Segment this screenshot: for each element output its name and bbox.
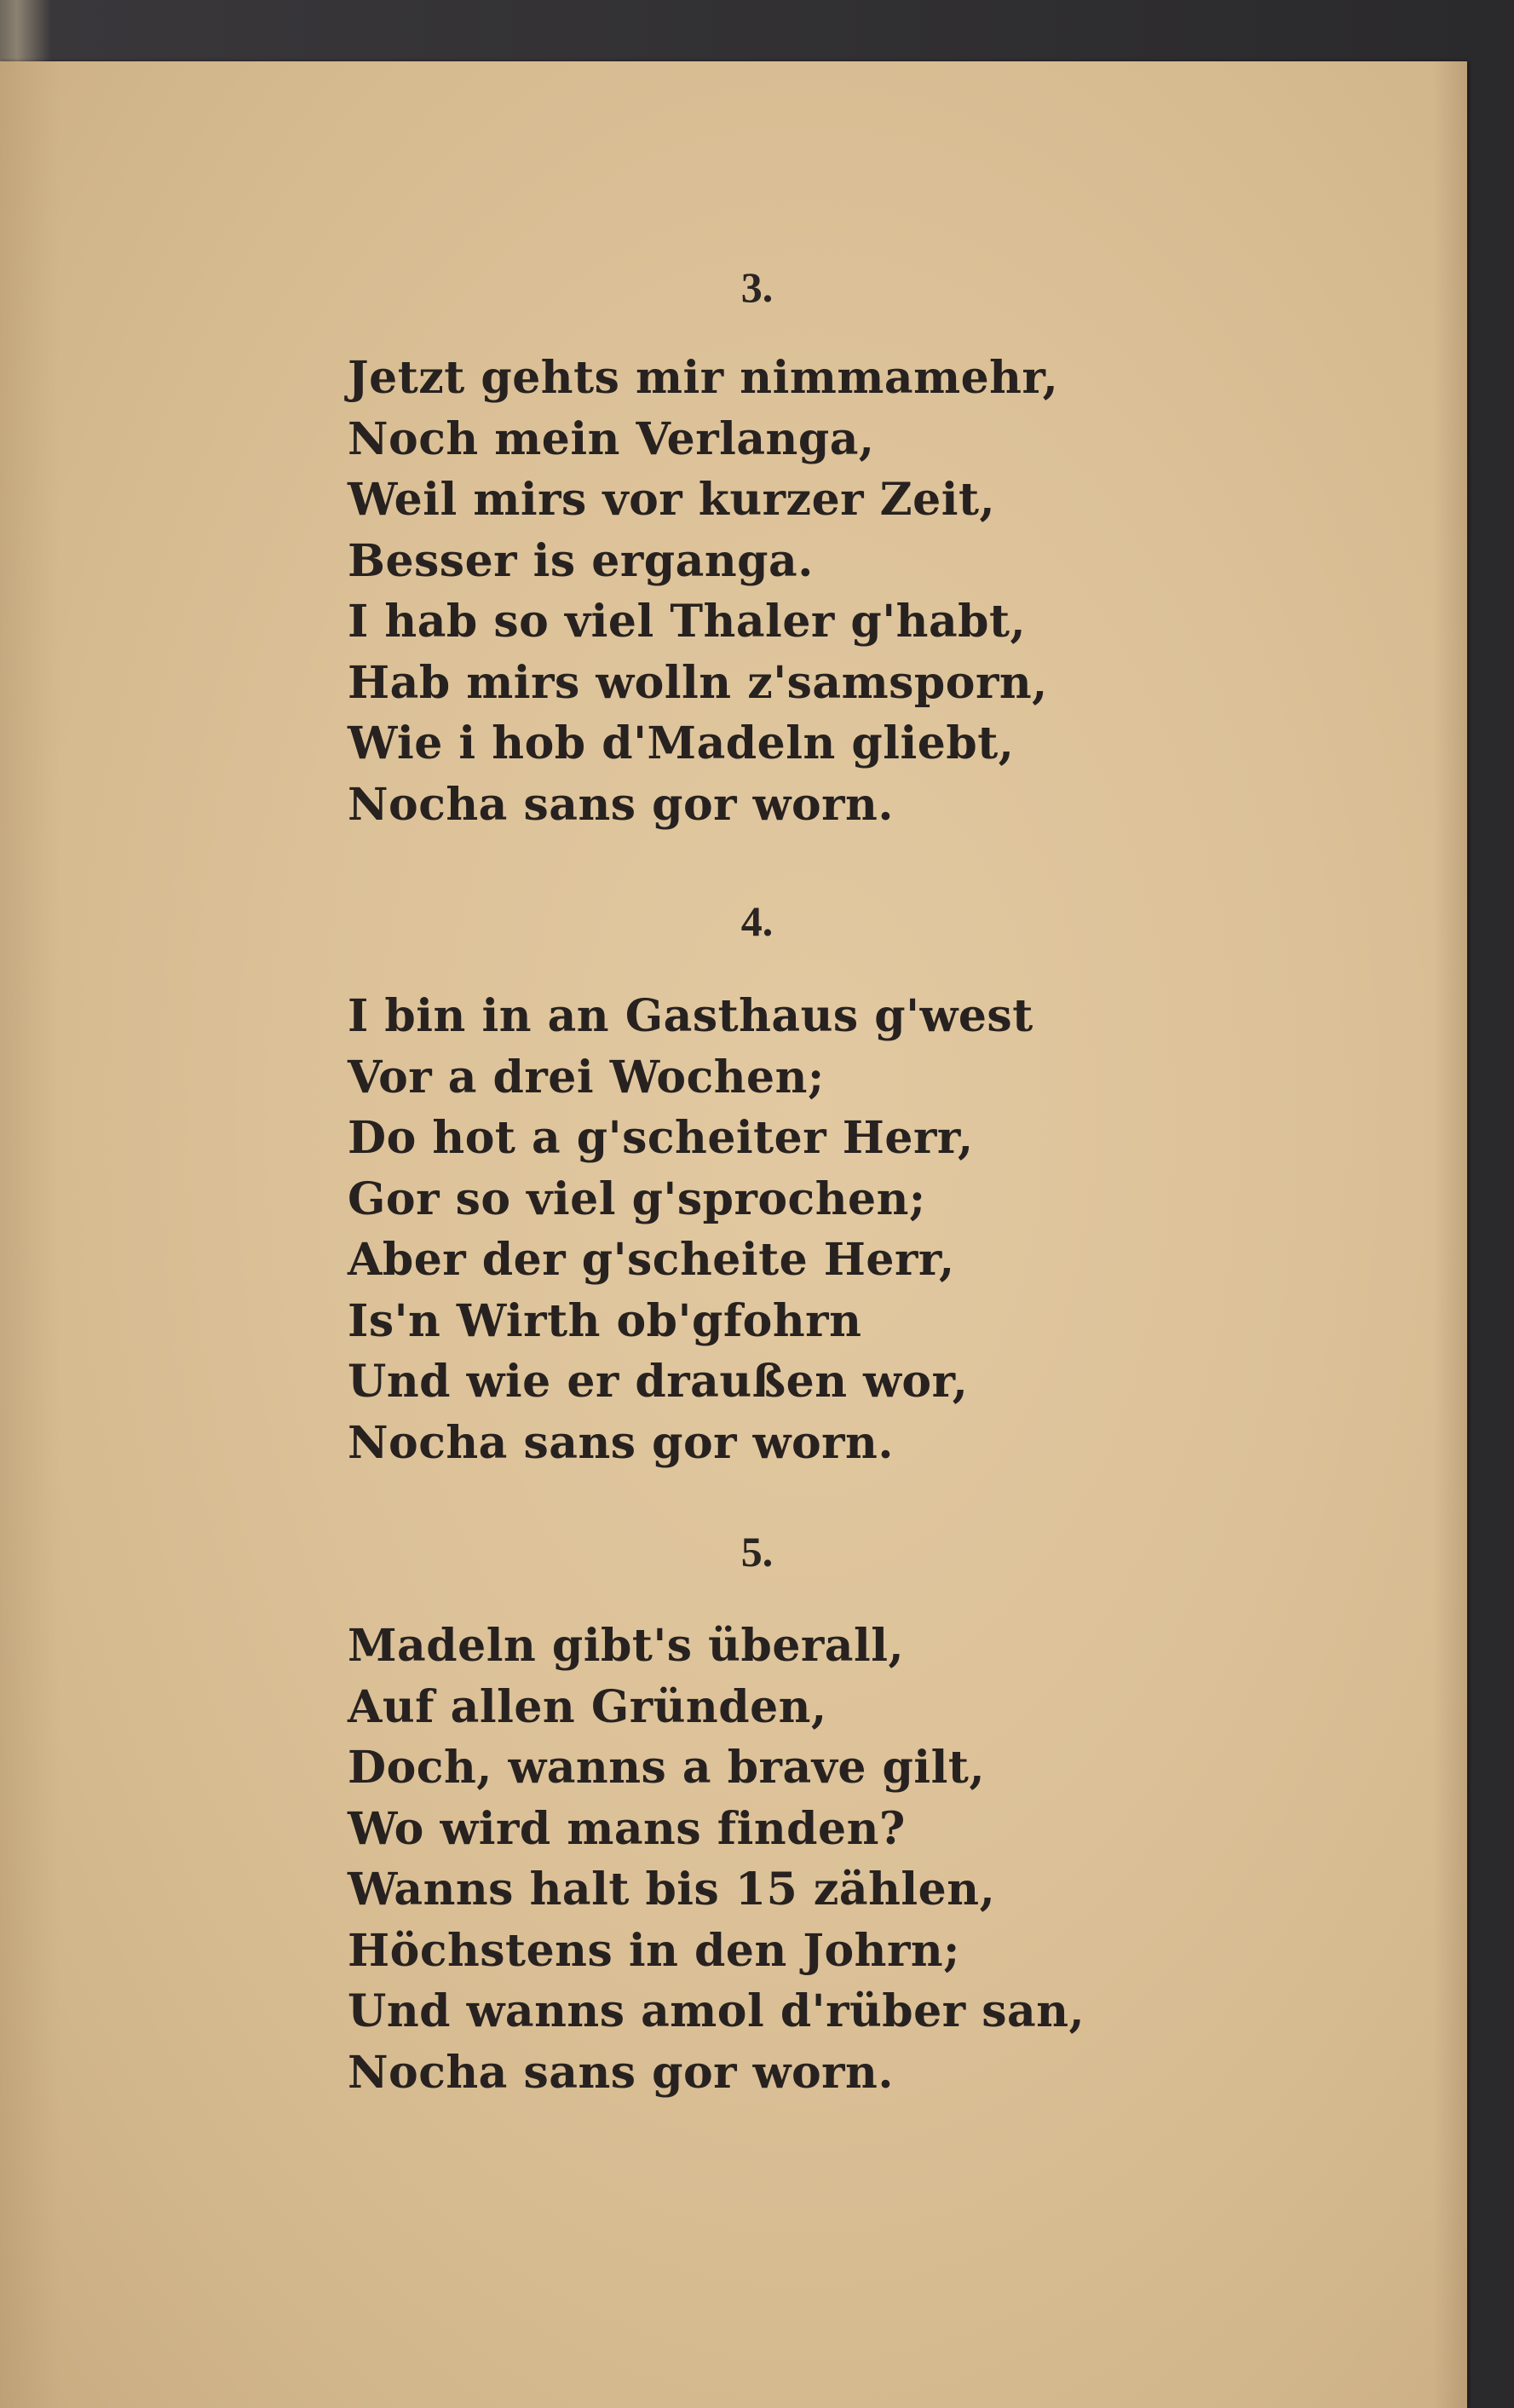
stanza-3-number: 3. xyxy=(740,263,774,311)
stanza-4-number: 4. xyxy=(740,897,774,945)
stanza-4-line-5: Aber der g'scheite Herr, xyxy=(348,1234,955,1286)
stanza-5-number: 5. xyxy=(740,1528,774,1576)
stanza-3-line-5: I hab so viel Thaler g'habt, xyxy=(348,596,1027,648)
stanza-5-line-3: Doch, wanns a brave gilt, xyxy=(348,1742,986,1794)
stanza-4-line-4: Gor so viel g'sprochen; xyxy=(348,1172,926,1225)
stanza-5-line-1: Madeln gibt's überall, xyxy=(348,1620,905,1672)
stanza-3-line-4: Besser is erganga. xyxy=(348,534,814,587)
stanza-5-line-8: Nocha sans gor worn. xyxy=(348,2046,894,2099)
stanza-4-line-3: Do hot a g'scheiter Herr, xyxy=(348,1112,974,1164)
stanza-4-line-8: Nocha sans gor worn. xyxy=(348,1416,894,1469)
stanza-4-line-2: Vor a drei Wochen; xyxy=(348,1051,825,1103)
stanza-5 xyxy=(348,1616,1200,2103)
stanza-3-line-8: Nocha sans gor worn. xyxy=(348,778,894,831)
stanza-4-line-6: Is'n Wirth ob'gfohrn xyxy=(348,1294,862,1347)
stanza-3-line-2: Noch mein Verlanga, xyxy=(348,412,875,465)
stanza-3-line-3: Weil mirs vor kurzer Zeit, xyxy=(348,474,996,526)
stanza-4 xyxy=(348,986,1200,1473)
stanza-3-line-7: Wie i hob d'Madeln gliebt, xyxy=(348,717,1015,769)
stanza-5-line-2: Auf allen Gründen, xyxy=(348,1680,827,1733)
stanza-3-line-6: Hab mirs wolln z'samsporn, xyxy=(348,656,1048,709)
stanza-5-line-4: Wo wird mans finden? xyxy=(348,1802,906,1855)
stanza-4-line-1: I bin in an Gasthaus g'west xyxy=(348,990,1033,1042)
stanza-4-line-7: Und wie er draußen wor, xyxy=(348,1356,969,1408)
stanza-3-line-1: Jetzt gehts mir nimmamehr, xyxy=(348,352,1059,404)
stanza-5-line-5: Wanns halt bis 15 zählen, xyxy=(348,1864,996,1915)
stanza-3 xyxy=(348,348,1200,835)
stanza-5-line-6: Höchstens in den Johrn; xyxy=(348,1924,960,1977)
stanza-5-line-7: Und wanns amol d'rüber san, xyxy=(348,1985,1085,2037)
